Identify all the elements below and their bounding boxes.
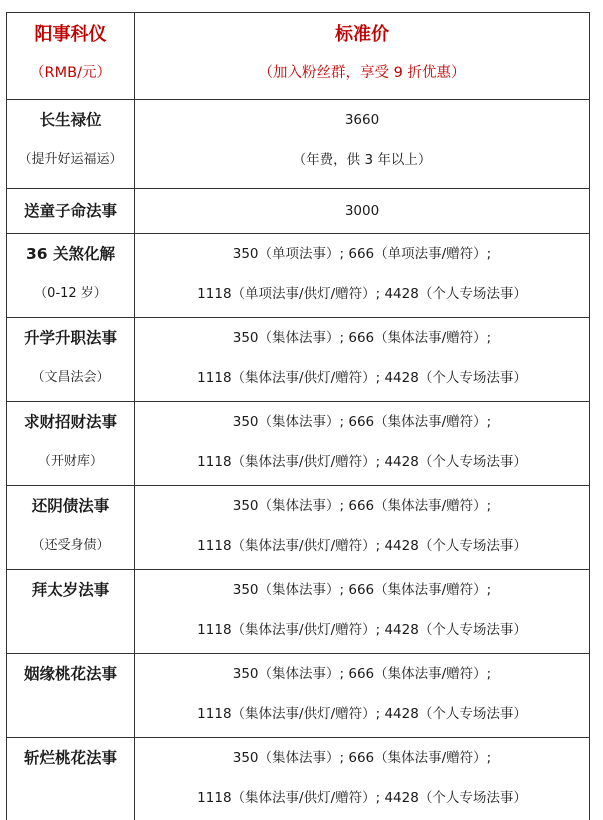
- price-line-2: （年费，供 3 年以上）: [135, 130, 589, 182]
- price-cell: [135, 100, 590, 189]
- service-name: 拜太岁法事: [7, 570, 134, 600]
- price-line-1: 350（集体法事）; 666（集体法事/赠符）;: [135, 570, 589, 600]
- price-line-1: 350（集体法事）; 666（集体法事/赠符）;: [135, 318, 589, 348]
- header-cell-price: [135, 13, 590, 100]
- service-name: 升学升职法事: [7, 318, 134, 348]
- price-table-container: [6, 12, 590, 820]
- service-name: 长生禄位: [7, 100, 134, 130]
- table-row: [7, 738, 590, 820]
- price-line-1: 3000: [135, 189, 589, 233]
- service-cell: [7, 738, 135, 820]
- header-row: [7, 13, 590, 100]
- service-cell: [7, 486, 135, 570]
- table-row: [7, 189, 590, 234]
- price-cell: [135, 570, 590, 654]
- price-cell: [135, 318, 590, 402]
- header-price-title: 标准价: [135, 13, 589, 45]
- service-cell: [7, 100, 135, 189]
- price-line-1: 350（集体法事）; 666（集体法事/赠符）;: [135, 486, 589, 516]
- service-cell: [7, 189, 135, 234]
- service-note: （0-12 岁）: [7, 264, 134, 316]
- price-line-1: 350（集体法事）; 666（集体法事/赠符）;: [135, 654, 589, 684]
- header-service-unit: （RMB/元）: [7, 45, 134, 93]
- table-row: [7, 654, 590, 738]
- price-cell: [135, 234, 590, 318]
- service-name: 送童子命法事: [7, 189, 134, 233]
- service-note: （还受身债）: [7, 516, 134, 568]
- price-cell: [135, 402, 590, 486]
- price-line-2: 1118（集体法事/供灯/赠符）; 4428（个人专场法事）: [135, 516, 589, 568]
- price-line-2: 1118（集体法事/供灯/赠符）; 4428（个人专场法事）: [135, 432, 589, 484]
- price-line-1: 350（集体法事）; 666（集体法事/赠符）;: [135, 738, 589, 768]
- table-row: [7, 234, 590, 318]
- header-service-title: 阳事科仪: [7, 13, 134, 45]
- service-cell: [7, 570, 135, 654]
- table-row: [7, 486, 590, 570]
- service-cell: [7, 234, 135, 318]
- price-line-2: 1118（集体法事/供灯/赠符）; 4428（个人专场法事）: [135, 348, 589, 400]
- price-cell: [135, 738, 590, 820]
- header-price-note: （加入粉丝群，享受 9 折优惠）: [135, 45, 589, 93]
- price-line-2: 1118（单项法事/供灯/赠符）; 4428（个人专场法事）: [135, 264, 589, 316]
- service-name: 求财招财法事: [7, 402, 134, 432]
- price-cell: [135, 189, 590, 234]
- price-line-2: 1118（集体法事/供灯/赠符）; 4428（个人专场法事）: [135, 768, 589, 820]
- price-cell: [135, 486, 590, 570]
- price-line-1: 350（单项法事）; 666（单项法事/赠符）;: [135, 234, 589, 264]
- price-table: [6, 12, 590, 820]
- service-note: （文昌法会）: [7, 348, 134, 400]
- price-cell: [135, 654, 590, 738]
- service-cell: [7, 318, 135, 402]
- price-line-2: 1118（集体法事/供灯/赠符）; 4428（个人专场法事）: [135, 600, 589, 652]
- price-line-1: 3660: [135, 100, 589, 130]
- table-row: [7, 402, 590, 486]
- service-note: （开财库）: [7, 432, 134, 484]
- price-line-2: 1118（集体法事/供灯/赠符）; 4428（个人专场法事）: [135, 684, 589, 736]
- table-row: [7, 570, 590, 654]
- service-name: 斩烂桃花法事: [7, 738, 134, 768]
- service-cell: [7, 402, 135, 486]
- service-note: （提升好运福运）: [7, 130, 134, 182]
- service-name: 还阴债法事: [7, 486, 134, 516]
- service-name: 36 关煞化解: [7, 234, 134, 264]
- table-row: [7, 318, 590, 402]
- table-row: [7, 100, 590, 189]
- service-cell: [7, 654, 135, 738]
- header-cell-service: [7, 13, 135, 100]
- service-name: 姻缘桃花法事: [7, 654, 134, 684]
- price-line-1: 350（集体法事）; 666（集体法事/赠符）;: [135, 402, 589, 432]
